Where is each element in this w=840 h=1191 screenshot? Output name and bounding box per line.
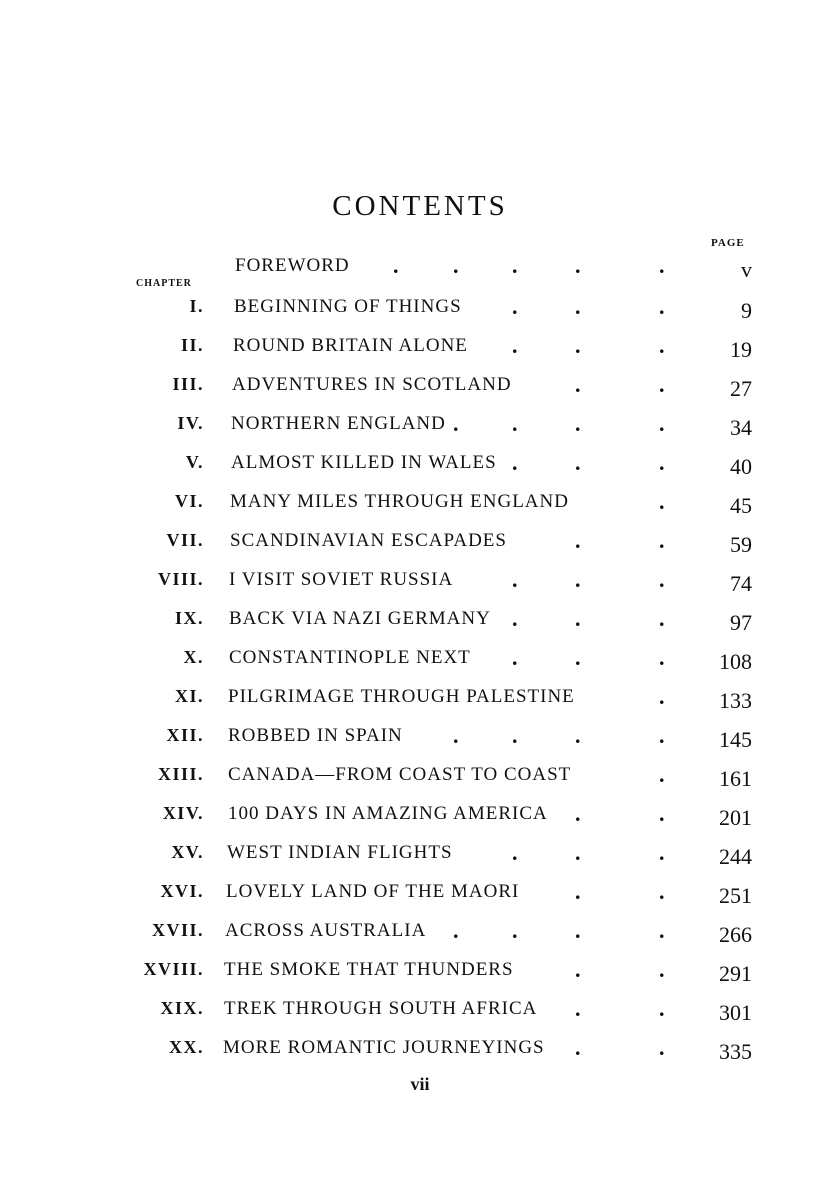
chapter-number: XI.	[174, 686, 204, 706]
page-number: vii	[410, 1074, 430, 1094]
leader-dot: .	[575, 645, 581, 670]
page-ref: 59	[730, 532, 752, 557]
leader-dot: .	[575, 528, 581, 553]
leader-dot: .	[512, 723, 518, 748]
leader-dot: .	[659, 879, 665, 904]
chapter-number: XVII.	[151, 920, 204, 940]
page-ref: 133	[719, 688, 752, 713]
leader-dot: .	[659, 1035, 665, 1060]
leader-dot: .	[575, 957, 581, 982]
leader-dot: .	[512, 567, 518, 592]
leader-dot: .	[512, 450, 518, 475]
chapter-number: XIII.	[157, 764, 204, 784]
chapter-number: X.	[183, 647, 204, 667]
leader-dot: .	[575, 723, 581, 748]
page-ref: 108	[719, 649, 752, 674]
chapter-title: BEGINNING OF THINGS	[234, 296, 462, 317]
chapter-title: TREK THROUGH SOUTH AFRICA	[224, 998, 538, 1019]
leader-dot: .	[512, 645, 518, 670]
chapter-number: VII.	[166, 530, 204, 550]
leader-dot: .	[659, 294, 665, 319]
leader-dot: .	[453, 723, 459, 748]
toc-entry[interactable]	[0, 335, 840, 374]
leader-dot: .	[575, 567, 581, 592]
leader-dot: .	[453, 253, 459, 278]
leader-dot: .	[659, 723, 665, 748]
chapter-title: LOVELY LAND OF THE MAORI	[226, 881, 520, 902]
leader-dot: .	[659, 801, 665, 826]
chapter-title: 100 DAYS IN AMAZING AMERICA	[228, 803, 548, 824]
leader-dot: .	[659, 918, 665, 943]
toc-entry[interactable]	[0, 452, 840, 491]
leader-dot: .	[659, 333, 665, 358]
leader-dot: .	[393, 253, 399, 278]
leader-dot: .	[659, 528, 665, 553]
page-ref: 291	[719, 961, 752, 986]
toc-entry[interactable]	[0, 920, 840, 959]
chapter-title: WEST INDIAN FLIGHTS	[227, 842, 453, 863]
leader-dot: .	[659, 372, 665, 397]
page-ref: 145	[719, 727, 752, 752]
leader-dot: .	[512, 606, 518, 631]
leader-dot: .	[575, 879, 581, 904]
toc-entry[interactable]	[0, 842, 840, 881]
leader-dot: .	[575, 996, 581, 1021]
page-ref: 266	[719, 922, 752, 947]
chapter-number: VI.	[174, 491, 204, 511]
toc-entry[interactable]	[0, 959, 840, 998]
chapter-number: XIV.	[162, 803, 204, 823]
chapter-number: I.	[189, 296, 204, 316]
chapter-title: SCANDINAVIAN ESCAPADES	[230, 530, 507, 551]
chapter-title: FOREWORD	[235, 255, 350, 276]
toc-entry[interactable]	[0, 998, 840, 1037]
toc-entry[interactable]	[0, 296, 840, 335]
leader-dot: .	[659, 996, 665, 1021]
toc-entry[interactable]	[0, 647, 840, 686]
leader-dot: .	[575, 606, 581, 631]
page-ref: v	[741, 257, 752, 282]
leader-dot: .	[453, 411, 459, 436]
chapter-title: THE SMOKE THAT THUNDERS	[224, 959, 514, 980]
leader-dot: .	[659, 489, 665, 514]
chapter-number: XV.	[171, 842, 204, 862]
leader-dot: .	[659, 645, 665, 670]
leader-dot: .	[512, 294, 518, 319]
leader-dot: .	[575, 918, 581, 943]
leader-dot: .	[575, 333, 581, 358]
toc-entry[interactable]	[0, 569, 840, 608]
chapter-number: XX.	[169, 1037, 204, 1057]
page-ref: 301	[719, 1000, 752, 1025]
leader-dot: .	[575, 294, 581, 319]
chapter-number: XII.	[166, 725, 204, 745]
chapter-title: ADVENTURES IN SCOTLAND	[232, 374, 512, 395]
toc-entry[interactable]	[0, 608, 840, 647]
leader-dot: .	[453, 918, 459, 943]
chapter-title: CONSTANTINOPLE NEXT	[229, 647, 471, 668]
page-ref: 34	[730, 415, 752, 440]
chapter-title: ALMOST KILLED IN WALES	[231, 452, 497, 473]
leader-dot: .	[659, 411, 665, 436]
leader-dot: .	[575, 450, 581, 475]
chapter-title: ACROSS AUSTRALIA	[225, 920, 427, 941]
chapter-number: XIX.	[160, 998, 204, 1018]
toc-entry[interactable]	[0, 491, 840, 530]
leader-dot: .	[659, 567, 665, 592]
chapter-number: XVI.	[160, 881, 204, 901]
chapter-title: CANADA—FROM COAST TO COAST	[228, 764, 572, 785]
chapter-number: XVIII.	[143, 959, 204, 979]
toc-entry[interactable]	[0, 881, 840, 920]
leader-dot: .	[659, 840, 665, 865]
page-ref: 251	[719, 883, 752, 908]
toc-entry[interactable]	[0, 725, 840, 764]
leader-dot: .	[512, 840, 518, 865]
page-ref: 97	[730, 610, 752, 635]
chapter-number: II.	[180, 335, 204, 355]
leader-dot: .	[512, 333, 518, 358]
toc-entry[interactable]	[0, 374, 840, 413]
toc-entry[interactable]	[0, 803, 840, 842]
page-ref: 244	[719, 844, 752, 869]
leader-dot: .	[659, 957, 665, 982]
leader-dot: .	[659, 450, 665, 475]
chapter-number: IV.	[177, 413, 204, 433]
page-ref: 19	[730, 337, 752, 362]
leader-dot: .	[575, 411, 581, 436]
page-ref: 40	[730, 454, 752, 479]
page-ref: 335	[719, 1039, 752, 1064]
chapter-title: NORTHERN ENGLAND	[231, 413, 446, 434]
chapter-number: IX.	[174, 608, 204, 628]
page-ref: 9	[741, 298, 752, 323]
toc-entry[interactable]	[0, 1037, 840, 1076]
chapter-title: ROUND BRITAIN ALONE	[233, 335, 468, 356]
page-ref: 27	[730, 376, 752, 401]
leader-dot: .	[512, 411, 518, 436]
chapter-title: ROBBED IN SPAIN	[228, 725, 403, 746]
page-ref: 45	[730, 493, 752, 518]
toc-entry[interactable]	[0, 686, 840, 725]
leader-dot: .	[575, 1035, 581, 1060]
toc-entry[interactable]	[0, 764, 840, 803]
leader-dot: .	[575, 801, 581, 826]
leader-dot: .	[575, 253, 581, 278]
chapter-title: BACK VIA NAZI GERMANY	[229, 608, 491, 629]
toc-entry[interactable]	[0, 413, 840, 452]
chapter-title: MORE ROMANTIC JOURNEYINGS	[223, 1037, 545, 1058]
leader-dot: .	[575, 840, 581, 865]
leader-dot: .	[659, 253, 665, 278]
toc-entry[interactable]	[0, 255, 840, 294]
page-column-header: PAGE	[711, 237, 745, 249]
leader-dot: .	[659, 684, 665, 709]
leader-dot: .	[512, 918, 518, 943]
chapter-title: MANY MILES THROUGH ENGLAND	[230, 491, 569, 512]
chapter-number: VIII.	[157, 569, 204, 589]
chapter-title: PILGRIMAGE THROUGH PALESTINE	[228, 686, 575, 707]
chapter-title: I VISIT SOVIET RUSSIA	[229, 569, 454, 590]
chapter-number: III.	[172, 374, 204, 394]
leader-dot: .	[575, 372, 581, 397]
toc-entry[interactable]	[0, 530, 840, 569]
chapter-column-header: CHAPTER	[136, 278, 192, 289]
leader-dot: .	[659, 762, 665, 787]
chapter-number: V.	[185, 452, 204, 472]
leader-dot: .	[512, 253, 518, 278]
page-ref: 201	[719, 805, 752, 830]
page-ref: 74	[730, 571, 752, 596]
page-title: CONTENTS	[332, 190, 508, 222]
page-ref: 161	[719, 766, 752, 791]
leader-dot: .	[659, 606, 665, 631]
